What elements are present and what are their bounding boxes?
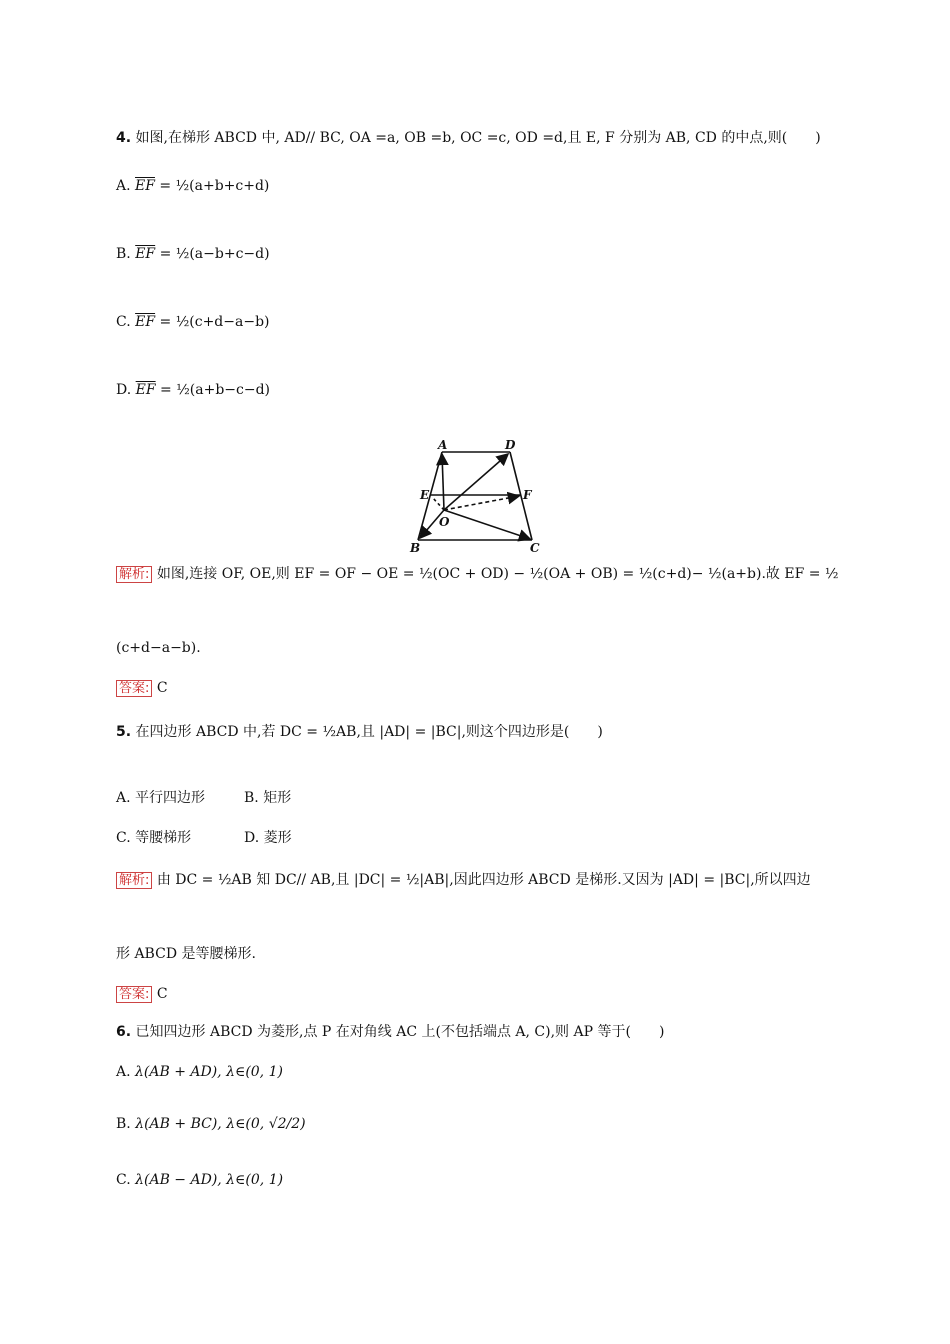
option-rhs: = ½(a−b+c−d) xyxy=(159,246,270,262)
option-text: C. 等腰梯形 xyxy=(116,830,192,846)
option-lhs: $\overline{EF}$ xyxy=(135,246,156,262)
q5-option-c[interactable] xyxy=(116,830,191,847)
analysis-text: (c+d−a−b). xyxy=(116,640,201,656)
q6-option-c[interactable] xyxy=(116,1172,283,1189)
q5-analysis-cont xyxy=(116,946,256,963)
option-label: D. xyxy=(116,382,132,398)
question-stem: 在四边形 ABCD 中,若 DC = ½AB,且 |AD| = |BC|,则这个四边形是( ) xyxy=(135,724,603,740)
answer-value: C xyxy=(156,680,168,696)
q4-stem-row xyxy=(116,130,821,147)
q6-option-b[interactable] xyxy=(116,1116,306,1133)
option-rhs: = ½(c+d−a−b) xyxy=(159,314,270,330)
option-text: A. 平行四边形 xyxy=(116,790,206,806)
vector-of xyxy=(444,496,519,510)
label-d: D xyxy=(505,438,516,452)
q6-option-a[interactable] xyxy=(116,1064,283,1081)
q4-option-b[interactable] xyxy=(116,246,270,263)
label-c: C xyxy=(530,541,540,555)
q5-option-d[interactable] xyxy=(244,830,292,847)
q5-option-b[interactable] xyxy=(244,790,291,807)
answer-tag: 答案: xyxy=(116,680,152,697)
q4-option-a[interactable] xyxy=(116,178,269,195)
answer-value: C xyxy=(156,986,168,1002)
option-expr: λ(AB − AD), λ∈(0, 1) xyxy=(135,1172,284,1188)
option-expr: λ(AB + AD), λ∈(0, 1) xyxy=(135,1064,283,1080)
analysis-tag: 解析: xyxy=(116,872,152,889)
label-b: B xyxy=(410,541,421,555)
q5-answer xyxy=(116,986,168,1003)
label-o: O xyxy=(439,515,450,529)
q4-option-c[interactable] xyxy=(116,314,270,331)
option-rhs: = ½(a+b+c+d) xyxy=(159,178,270,194)
question-number: 6. xyxy=(116,1024,132,1040)
analysis-text: 如图,连接 OF, OE,则 EF = OF − OE = ½(OC + OD) − ½(OA + OB) = ½(c+d)− ½(a+b).故 EF = ½ xyxy=(156,566,839,582)
option-label: A. xyxy=(116,1064,131,1080)
option-label: C. xyxy=(116,1172,131,1188)
label-e: E xyxy=(420,488,430,502)
q4-answer xyxy=(116,680,168,697)
analysis-tag: 解析: xyxy=(116,566,152,583)
label-a: A xyxy=(438,438,448,452)
q5-option-a[interactable] xyxy=(116,790,205,807)
option-text: B. 矩形 xyxy=(244,790,292,806)
q4-analysis-cont xyxy=(116,640,201,657)
q6-stem-row xyxy=(116,1024,664,1041)
question-stem: 已知四边形 ABCD 为菱形,点 P 在对角线 AC 上(不包括端点 A, C),则 AP 等于( ) xyxy=(135,1024,665,1040)
analysis-text: 形 ABCD 是等腰梯形. xyxy=(116,946,256,962)
option-rhs: = ½(a+b−c−d) xyxy=(160,382,271,398)
q4-analysis xyxy=(116,566,839,583)
analysis-text: 由 DC = ½AB 知 DC// AB,且 |DC| = ½|AB|,因此四边形 ABCD 是梯形.又因为 |AD| = |BC|,所以四边 xyxy=(156,872,811,888)
trapezoid-figure xyxy=(400,434,550,556)
option-label: C. xyxy=(116,314,131,330)
question-stem: 如图,在梯形 ABCD 中, AD// BC, OA =a, OB =b, OC =c, OD =d,且 E, F 分别为 AB, CD 的中点,则( ) xyxy=(135,130,821,146)
option-lhs: $\overline{EF}$ xyxy=(135,178,155,194)
segment-oe xyxy=(432,497,444,510)
question-number: 5. xyxy=(116,724,132,740)
option-lhs: $\overline{EF}$ xyxy=(135,382,156,398)
q5-analysis xyxy=(116,872,811,889)
answer-tag: 答案: xyxy=(116,986,152,1003)
q5-stem-row xyxy=(116,724,603,741)
vector-oa xyxy=(442,454,444,510)
option-expr: λ(AB + BC), λ∈(0, √2/2) xyxy=(135,1116,306,1132)
question-number: 4. xyxy=(116,130,132,146)
q4-option-d[interactable] xyxy=(116,382,270,399)
option-text: D. 菱形 xyxy=(244,830,292,846)
option-label: B. xyxy=(116,1116,131,1132)
option-label: A. xyxy=(116,178,131,194)
vector-od xyxy=(444,454,508,510)
option-label: B. xyxy=(116,246,131,262)
option-lhs: $\overline{EF}$ xyxy=(135,314,156,330)
label-f: F xyxy=(523,488,532,502)
vector-oc xyxy=(444,510,530,539)
